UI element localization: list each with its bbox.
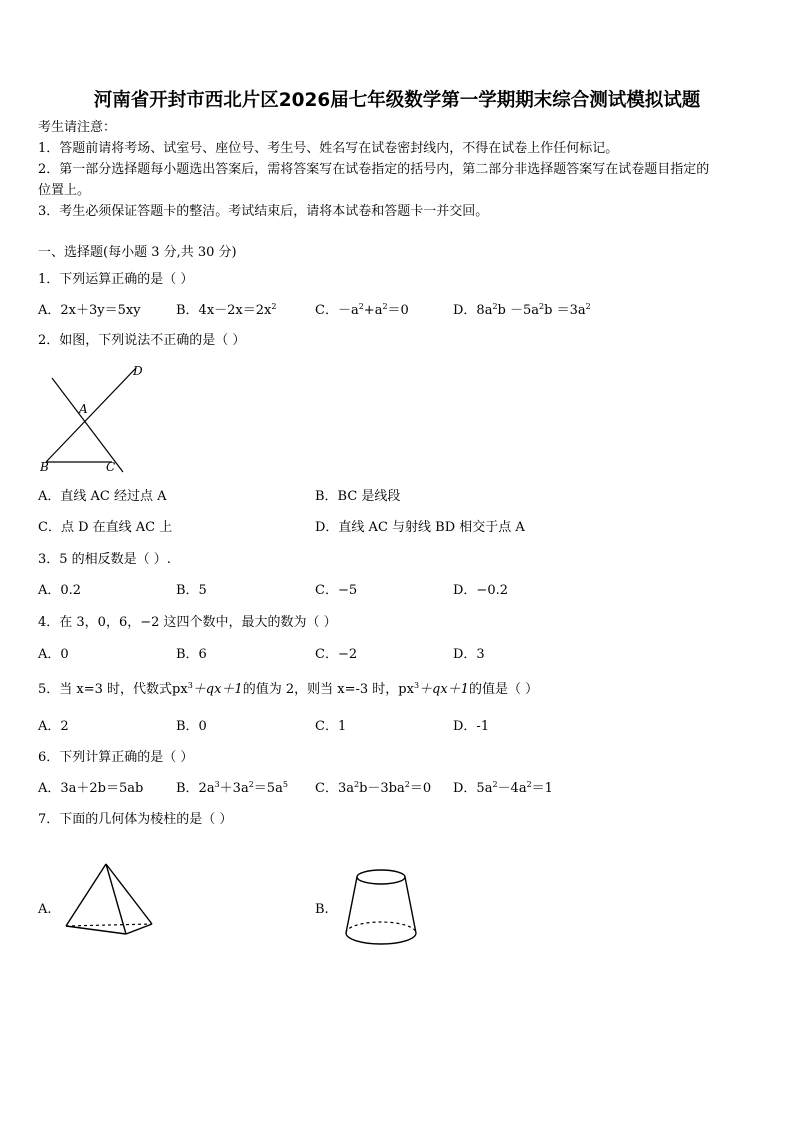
ray-bd [46, 368, 136, 462]
q4-option-b: B．6 [176, 647, 207, 662]
label-d: D [133, 364, 143, 378]
pyramid-edge [106, 864, 126, 934]
q6-stem: 6．下列计算正确的是（ ） [38, 750, 194, 765]
q3-option-d: D．−0.2 [453, 583, 508, 598]
q7-figure-frustum [340, 866, 422, 950]
q4-option-c: C．−2 [315, 647, 358, 662]
section-heading: 一、选择题(每小题 3 分,共 30 分) [38, 245, 237, 260]
q3-option-a: A．0.2 [38, 583, 82, 598]
pyramid-edge [106, 864, 152, 924]
q5-option-a: A．2 [38, 719, 69, 734]
q5-option-c: C．1 [315, 719, 347, 734]
q2-stem: 2．如图，下列说法不正确的是（ ） [38, 333, 246, 348]
q5-expression-1: $px^3+qx+1$ [172, 681, 243, 697]
notice-item-2: 2．第一部分选择题每小题选出答案后，需将答案写在试卷指定的括号内，第二部分非选择题答案写在试卷题目指定的 [38, 162, 710, 177]
q1-option-b: B．$4x-2x=2x^2$ [176, 302, 277, 318]
q5-option-b: B．0 [176, 719, 207, 734]
q1-option-a: A．2x＋3y＝5xy [38, 303, 141, 318]
q2-figure [36, 362, 148, 474]
q6-option-b: B．$2a^3+3a^2=5a^5$ [176, 780, 288, 796]
q7-figure-pyramid [62, 860, 162, 940]
q5-stem: 5．当 x=3 时，代数式$px^3+qx+1$的值为 2，则当 x=-3 时，$px^3+qx+1$的值是（ ） [38, 681, 539, 697]
frustum-bottom-front [346, 933, 416, 944]
q4-option-d: D．3 [453, 647, 485, 662]
q6-option-d: D．$5a^2-4a^2=1$ [453, 780, 553, 796]
q2-option-d: D．直线 AC 与射线 BD 相交于点 A [315, 520, 525, 535]
q1-option-c: C．$-a^2+a^2=0$ [315, 302, 409, 318]
pyramid-edge [126, 924, 152, 934]
q4-stem: 4．在 3，0，6，−2 这四个数中，最大的数为（ ） [38, 615, 337, 630]
q3-option-c: C．−5 [315, 583, 358, 598]
q1-stem: 1．下列运算正确的是（ ） [38, 272, 194, 287]
frustum-side [405, 877, 416, 933]
label-c: C [106, 460, 116, 474]
q3-option-b: B．5 [176, 583, 207, 598]
q6-option-a: A．3a＋2b＝5ab [38, 781, 144, 796]
q2-option-c: C．点 D 在直线 AC 上 [38, 520, 173, 535]
page-title: 河南省开封市西北片区2026届七年级数学第一学期期末综合测试模拟试题 [93, 90, 701, 111]
notice-item-3: 3．考生必须保证答题卡的整洁。考试结束后，请将本试卷和答题卡一并交回。 [38, 204, 489, 219]
label-a: A [79, 402, 88, 416]
label-b: B [40, 460, 49, 474]
q7-option-b-label: B. [315, 902, 329, 917]
q7-stem: 7．下面的几何体为棱柱的是（ ） [38, 812, 233, 827]
q5-expression-2: $px^3+qx+1$ [398, 681, 469, 697]
q5-option-d: D．-1 [453, 719, 490, 734]
q2-option-b: B．BC 是线段 [315, 489, 401, 504]
q4-option-a: A．0 [38, 647, 69, 662]
frustum-bottom-back [346, 922, 416, 933]
q6-option-c: C．$3a^2b-3ba^2=0$ [315, 780, 432, 796]
pyramid-hidden-edge [66, 924, 152, 926]
q7-option-a-label: A. [38, 902, 52, 917]
frustum-side [346, 877, 357, 933]
pyramid-edge [66, 926, 126, 934]
notice-item-1: 1．答题前请将考场、试室号、座位号、考生号、姓名写在试卷密封线内，不得在试卷上作任何标记。 [38, 141, 619, 156]
pyramid-edge [66, 864, 106, 926]
frustum-top [357, 870, 405, 884]
notice-item-2-cont: 位置上。 [38, 183, 91, 198]
q3-stem: 3．5 的相反数是（ ）. [38, 552, 171, 567]
q1-option-d: D．$8a^2b -5a^2b =3a^2$ [453, 302, 591, 318]
q2-option-a: A．直线 AC 经过点 A [38, 489, 167, 504]
notice-heading: 考生请注意： [38, 120, 117, 135]
